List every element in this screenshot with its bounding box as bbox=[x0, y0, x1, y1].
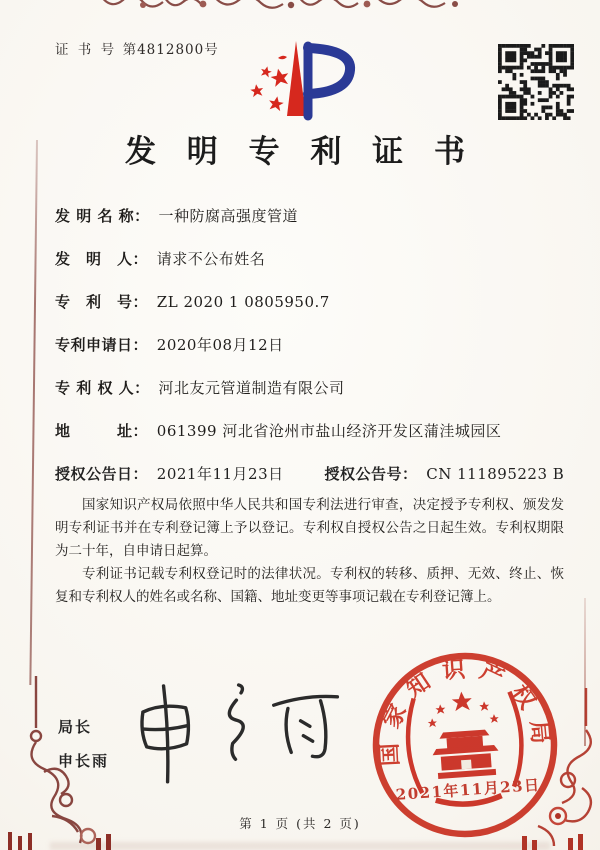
cnipa-logo-icon bbox=[238, 34, 364, 122]
qr-code-icon bbox=[498, 44, 574, 120]
page-number: 第 1 页 (共 2 页) bbox=[239, 816, 361, 831]
certificate-number-value: 第4812800号 bbox=[122, 42, 219, 58]
field-value: ZL 2020 1 0805950.7 bbox=[156, 293, 330, 311]
field-label: 地 址： bbox=[55, 422, 149, 440]
director-name: 申长雨 bbox=[58, 752, 110, 770]
field-value: 一种防腐高强度管道 bbox=[158, 207, 298, 225]
logo-stars bbox=[250, 56, 291, 112]
left-border-line bbox=[29, 140, 37, 685]
field-row-invention-name bbox=[55, 205, 566, 248]
certificate-number-label: 证 书 号 bbox=[55, 42, 117, 58]
field-row-inventor bbox=[55, 248, 566, 291]
page-title: 发 明 专 利 证 书 bbox=[125, 134, 475, 170]
director-signature bbox=[122, 662, 358, 799]
field-value: 请求不公布姓名 bbox=[156, 250, 266, 268]
field-value: 河北友元管道制造有限公司 bbox=[158, 379, 345, 397]
field-label: 专 利 号： bbox=[55, 293, 149, 311]
director-title: 局长 bbox=[58, 718, 93, 736]
field-label: 发 明 人： bbox=[55, 250, 149, 268]
seal-ring-text: 国家知识产权局 bbox=[375, 655, 556, 767]
field-row-address bbox=[55, 420, 566, 463]
grant-number-value: CN 111895223 B bbox=[426, 465, 565, 483]
logo-red-wedge bbox=[287, 41, 306, 116]
field-label: 专 利 权 人： bbox=[55, 379, 150, 397]
field-row-filing-date bbox=[55, 334, 566, 377]
seal-date: 2021年11月23日 bbox=[395, 775, 542, 804]
grant-date-label: 授权公告日： bbox=[55, 465, 149, 483]
grant-date-value: 2021年11月23日 bbox=[156, 465, 284, 483]
field-label: 专利申请日： bbox=[55, 336, 149, 354]
field-row-patent-number bbox=[55, 291, 566, 334]
field-value: 061399 河北省沧州市盐山经济开发区蒲洼城园区 bbox=[156, 422, 502, 440]
legal-paragraph-2: 专利证书记载专利权登记时的法律状况。专利权的转移、质押、无效、终止、恢复和专利权人的姓名或名称、国籍、地址变更等事项记载在专利登记簿上。 bbox=[55, 566, 564, 605]
field-value: 2020年08月12日 bbox=[156, 336, 284, 354]
certificate-number bbox=[55, 38, 219, 58]
top-ornament-band bbox=[95, 0, 467, 18]
logo-blue-p bbox=[308, 46, 350, 116]
grant-number-label: 授权公告号： bbox=[324, 465, 418, 483]
field-row-patentee bbox=[55, 377, 566, 420]
field-list bbox=[55, 205, 566, 506]
legal-paragraph-1: 国家知识产权局依照中华人民共和国专利法进行审查，决定授予专利权、颁发发明专利证书并在专利登记簿上予以登记。专利权自授权公告之日起生效。专利权期限为二十年，自申请日起算。 bbox=[55, 497, 564, 559]
legal-text bbox=[55, 494, 564, 609]
field-label: 发 明 名 称： bbox=[55, 207, 150, 225]
